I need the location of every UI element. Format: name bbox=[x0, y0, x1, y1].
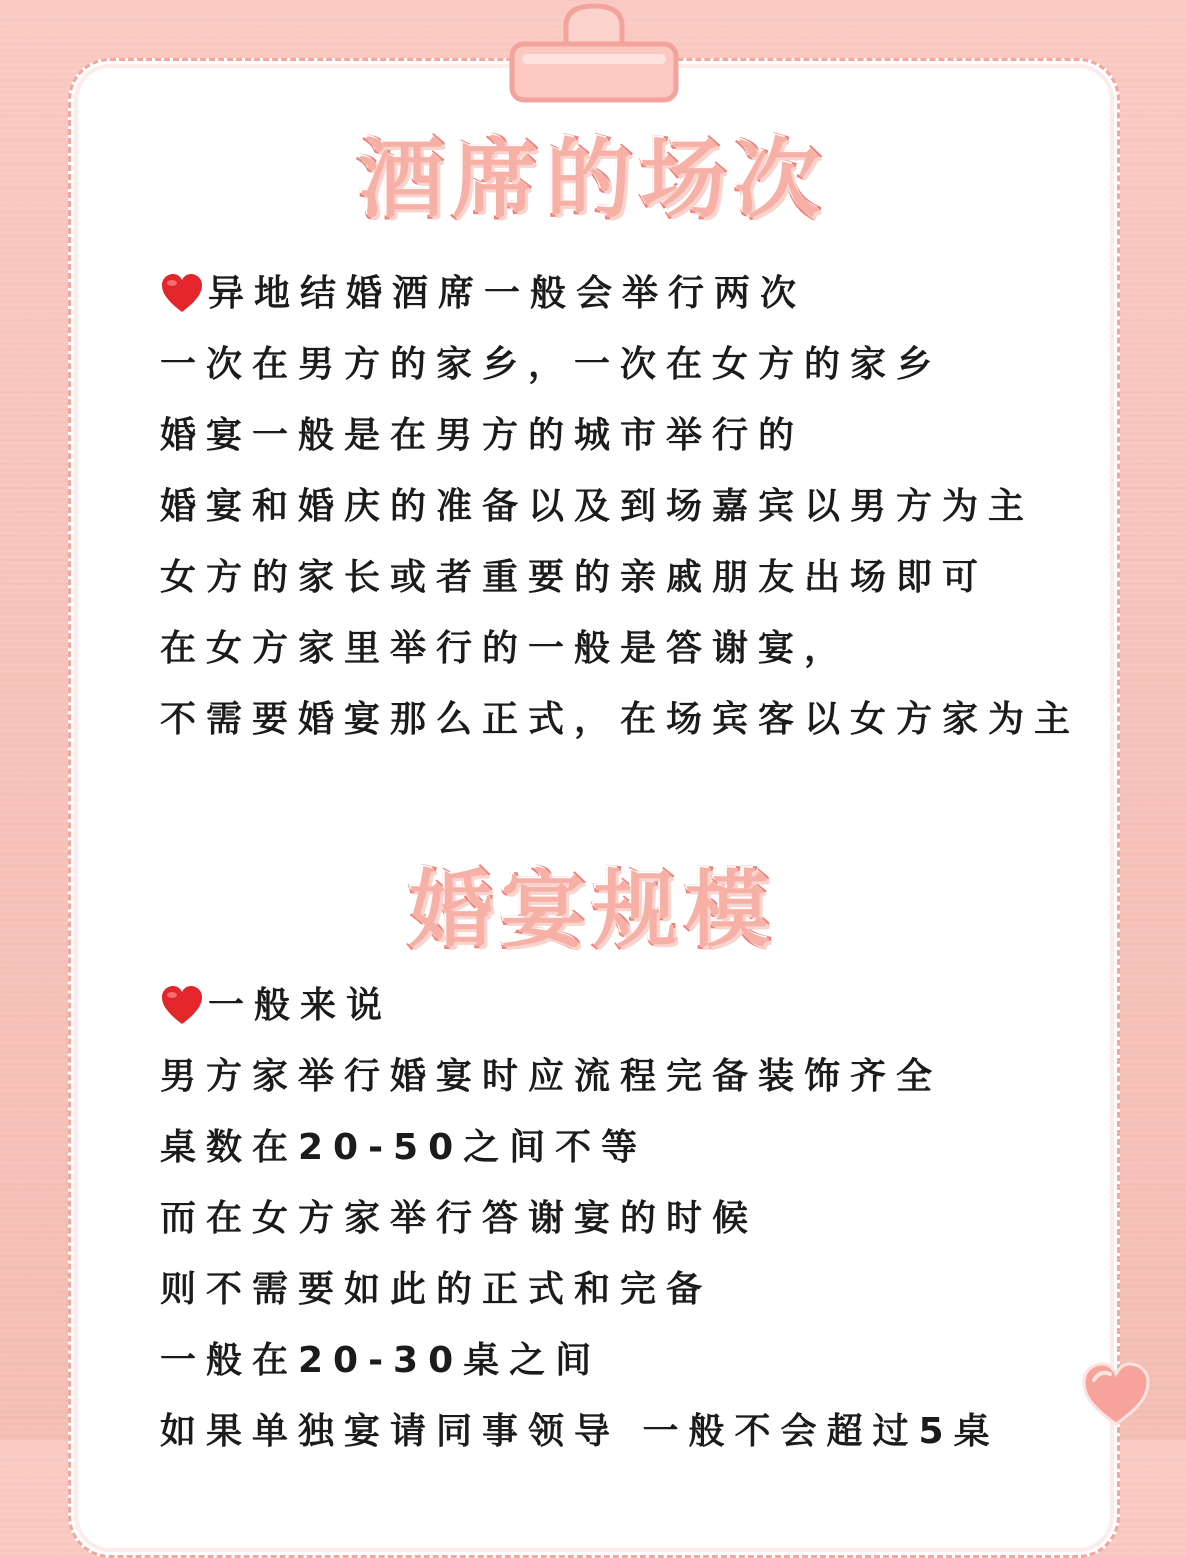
paper-clip-icon bbox=[508, 0, 680, 112]
list-item bbox=[160, 1254, 1160, 1325]
list-item bbox=[160, 970, 1160, 1041]
line-text: 婚宴和婚庆的准备以及到场嘉宾以男方为主 bbox=[160, 485, 1035, 527]
line-text: 男方家举行婚宴时应流程完备装饰齐全 bbox=[160, 1055, 943, 1097]
venues-list bbox=[160, 258, 1160, 755]
line-text: 婚宴一般是在男方的城市举行的 bbox=[160, 414, 805, 456]
scale-list bbox=[160, 970, 1160, 1467]
list-item bbox=[160, 329, 1160, 400]
list-item bbox=[160, 400, 1160, 471]
line-text: 在女方家里举行的一般是答谢宴， bbox=[160, 627, 851, 669]
line-text: 而在女方家举行答谢宴的时候 bbox=[160, 1197, 759, 1239]
list-item bbox=[160, 684, 1160, 755]
list-item bbox=[160, 1325, 1160, 1396]
red-heart-icon bbox=[160, 272, 204, 316]
list-item bbox=[160, 1112, 1160, 1183]
list-item bbox=[160, 471, 1160, 542]
red-heart-icon bbox=[160, 984, 204, 1028]
list-item bbox=[160, 542, 1160, 613]
line-text: 一般在20-30桌之间 bbox=[160, 1339, 602, 1381]
line-text: 桌数在20-50之间不等 bbox=[160, 1126, 648, 1168]
line-text: 如果单独宴请同事领导 一般不会超过5桌 bbox=[160, 1410, 1000, 1452]
pink-heart-icon bbox=[1080, 1358, 1152, 1430]
list-item bbox=[160, 1041, 1160, 1112]
line-text: 一般来说 bbox=[208, 984, 393, 1026]
line-text: 一次在男方的家乡，一次在女方的家乡 bbox=[160, 343, 943, 385]
list-item bbox=[160, 1396, 1160, 1467]
list-item bbox=[160, 258, 1160, 329]
section-title-scale: 婚宴规模 bbox=[408, 861, 777, 959]
section-title-venues: 酒席的场次 bbox=[358, 130, 828, 230]
line-text: 女方的家长或者重要的亲戚朋友出场即可 bbox=[160, 556, 989, 598]
list-item bbox=[160, 1183, 1160, 1254]
line-text: 则不需要如此的正式和完备 bbox=[160, 1268, 713, 1310]
line-text: 不需要婚宴那么正式，在场宾客以女方家为主 bbox=[160, 698, 1081, 740]
list-item bbox=[160, 613, 1160, 684]
line-text: 异地结婚酒席一般会举行两次 bbox=[208, 272, 807, 314]
